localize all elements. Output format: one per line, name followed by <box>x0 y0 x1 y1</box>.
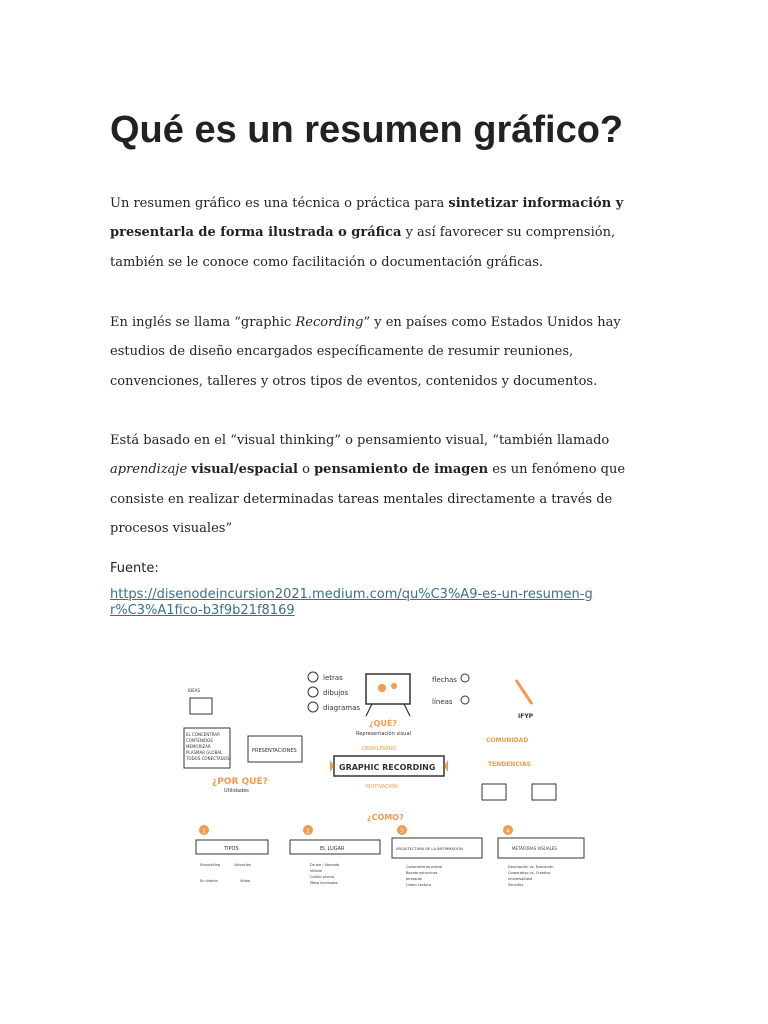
p3-text-e: o <box>298 462 315 478</box>
fig-col-0-item-1: Ubicación <box>234 863 252 867</box>
fig-flechas: flechas <box>432 676 457 684</box>
source-label: Fuente: <box>110 561 159 576</box>
source-link[interactable]: https://disenodeincursion2021.medium.com/qu%C3%A9-es-un-resumen-gr%C3%A1fico-b3f9b21f8169 <box>110 587 593 618</box>
fig-list-1: CONTENIDOS <box>186 738 213 743</box>
p2-italic: Recording <box>295 315 364 330</box>
fig-que-sub: Representación visual <box>356 731 411 737</box>
p1-text-c: y así favorecer su comprensión, también se le conoce como facilitación o documentación gráficas. <box>110 225 616 270</box>
fig-col-0-title: TIPOS <box>224 846 239 852</box>
fig-letras: letras <box>323 674 343 682</box>
fig-list-2: MEMORIZAR <box>186 744 211 749</box>
easel-dot-icon <box>391 683 397 689</box>
fig-col-3-item-0: Descripción vs. Evocación <box>508 865 554 869</box>
fig-utilidades: Utilidades <box>224 788 249 794</box>
fig-col-0-num: 1 <box>202 828 206 835</box>
p1-text-a: Un resumen gráfico es una técnica o práctica para <box>110 196 449 211</box>
page-title: Qué es un resumen gráfico? <box>110 109 624 151</box>
p3-italic: aprendizaje <box>110 462 188 478</box>
easel-figure-icon <box>378 684 386 692</box>
fig-col-2-item-3: Orden Lectura <box>406 883 431 887</box>
p2-text-a: En inglés se llama “graphic <box>110 315 296 330</box>
fig-list-4: TODOS CONECTADOS <box>186 756 230 761</box>
fig-list-0: EL CONCENTRAR <box>186 732 220 737</box>
fig-col-2-item-1: Boceto estructura <box>406 871 438 875</box>
fig-center-title: GRAPHIC RECORDING <box>339 763 436 772</box>
fig-col-3-item-1: Corporativo vs. Creativo <box>508 871 551 875</box>
fig-que: ¿QUÉ? <box>369 719 398 728</box>
fig-col-1-item-1: Villeda <box>310 869 322 873</box>
fig-col-0-item-0: Storytelling <box>200 863 221 867</box>
p3-bold-image: pensamiento de imagen <box>314 462 489 478</box>
fig-col-1-title: EL LUGAR <box>320 846 345 852</box>
fig-presentaciones: PRESENTACIONES <box>252 748 297 754</box>
fig-col-1-item-3: Mesa iluminada <box>310 881 338 885</box>
fig-como: ¿CÓMO? <box>367 813 404 822</box>
fig-col-2-title: ARQUITECTURA DE LA INFORMACIÓN <box>396 847 463 851</box>
fig-col-1-num: 2 <box>306 828 310 835</box>
graphic-recording-illustration <box>182 660 590 896</box>
illustration-svg <box>182 660 590 896</box>
fig-lineas: líneas <box>432 698 453 706</box>
fig-col-2-item-0: Conocimiento previo <box>406 865 443 869</box>
fig-dibujos: dibujos <box>323 689 349 697</box>
fig-col-3-title: METÁFORAS VISUALES <box>512 846 557 851</box>
paragraph-definition <box>110 189 658 277</box>
fig-motivacion: MOTIVACIÓN <box>366 784 398 790</box>
fig-por-que: ¿POR QUÉ? <box>212 777 268 787</box>
fig-diagramas: diagramas <box>323 704 361 712</box>
fig-list-3: PLASMAR GLOBAL <box>186 750 223 755</box>
fig-col-3-item-3: Sencillez <box>508 883 524 887</box>
fig-col-0-item-2: En directo <box>200 879 218 883</box>
fig-tendencias: TENDENCIAS <box>488 761 531 768</box>
p3-bold-visual: visual/espacial <box>191 462 298 478</box>
p2-text-c: ” y en países como Estados Unidos hay estudios de diseño encargados específicamente de resumir reuniones, convenciones, talleres y otros tipos de eventos, contenidos y documentos. <box>110 315 621 389</box>
p1-bold: sintetizar información y presentarla de forma ilustrada o gráfica <box>110 196 624 241</box>
fig-col-0-item-3: Vídeo <box>240 879 250 883</box>
fig-ifyp: IFYP <box>518 713 534 720</box>
fig-comunidad: COMUNIDAD <box>486 737 529 744</box>
fig-despilfarro: DESPILFARRO <box>362 746 397 752</box>
p3-text-a: Está basado en el “visual thinking” o pensamiento visual, “también llamado <box>110 433 610 448</box>
fig-col-2-item-2: Jerarquía <box>406 877 422 881</box>
fig-col-1-item-0: De pie / Sentado <box>310 863 340 867</box>
paragraph-english-name <box>110 308 658 396</box>
fig-ideas: IDEAS <box>188 688 201 693</box>
paragraph-visual-thinking <box>110 426 658 543</box>
fig-col-2-num: 3 <box>400 828 404 835</box>
fig-col-3-num: 4 <box>506 828 510 835</box>
p3-text-g: es un fenómeno que consiste en realizar determinadas tareas mentales directamente a través de procesos visuales” <box>110 462 626 536</box>
fig-col-3-item-2: Universalidad <box>508 877 532 881</box>
fig-col-1-item-2: Cartón pluma <box>310 875 334 879</box>
